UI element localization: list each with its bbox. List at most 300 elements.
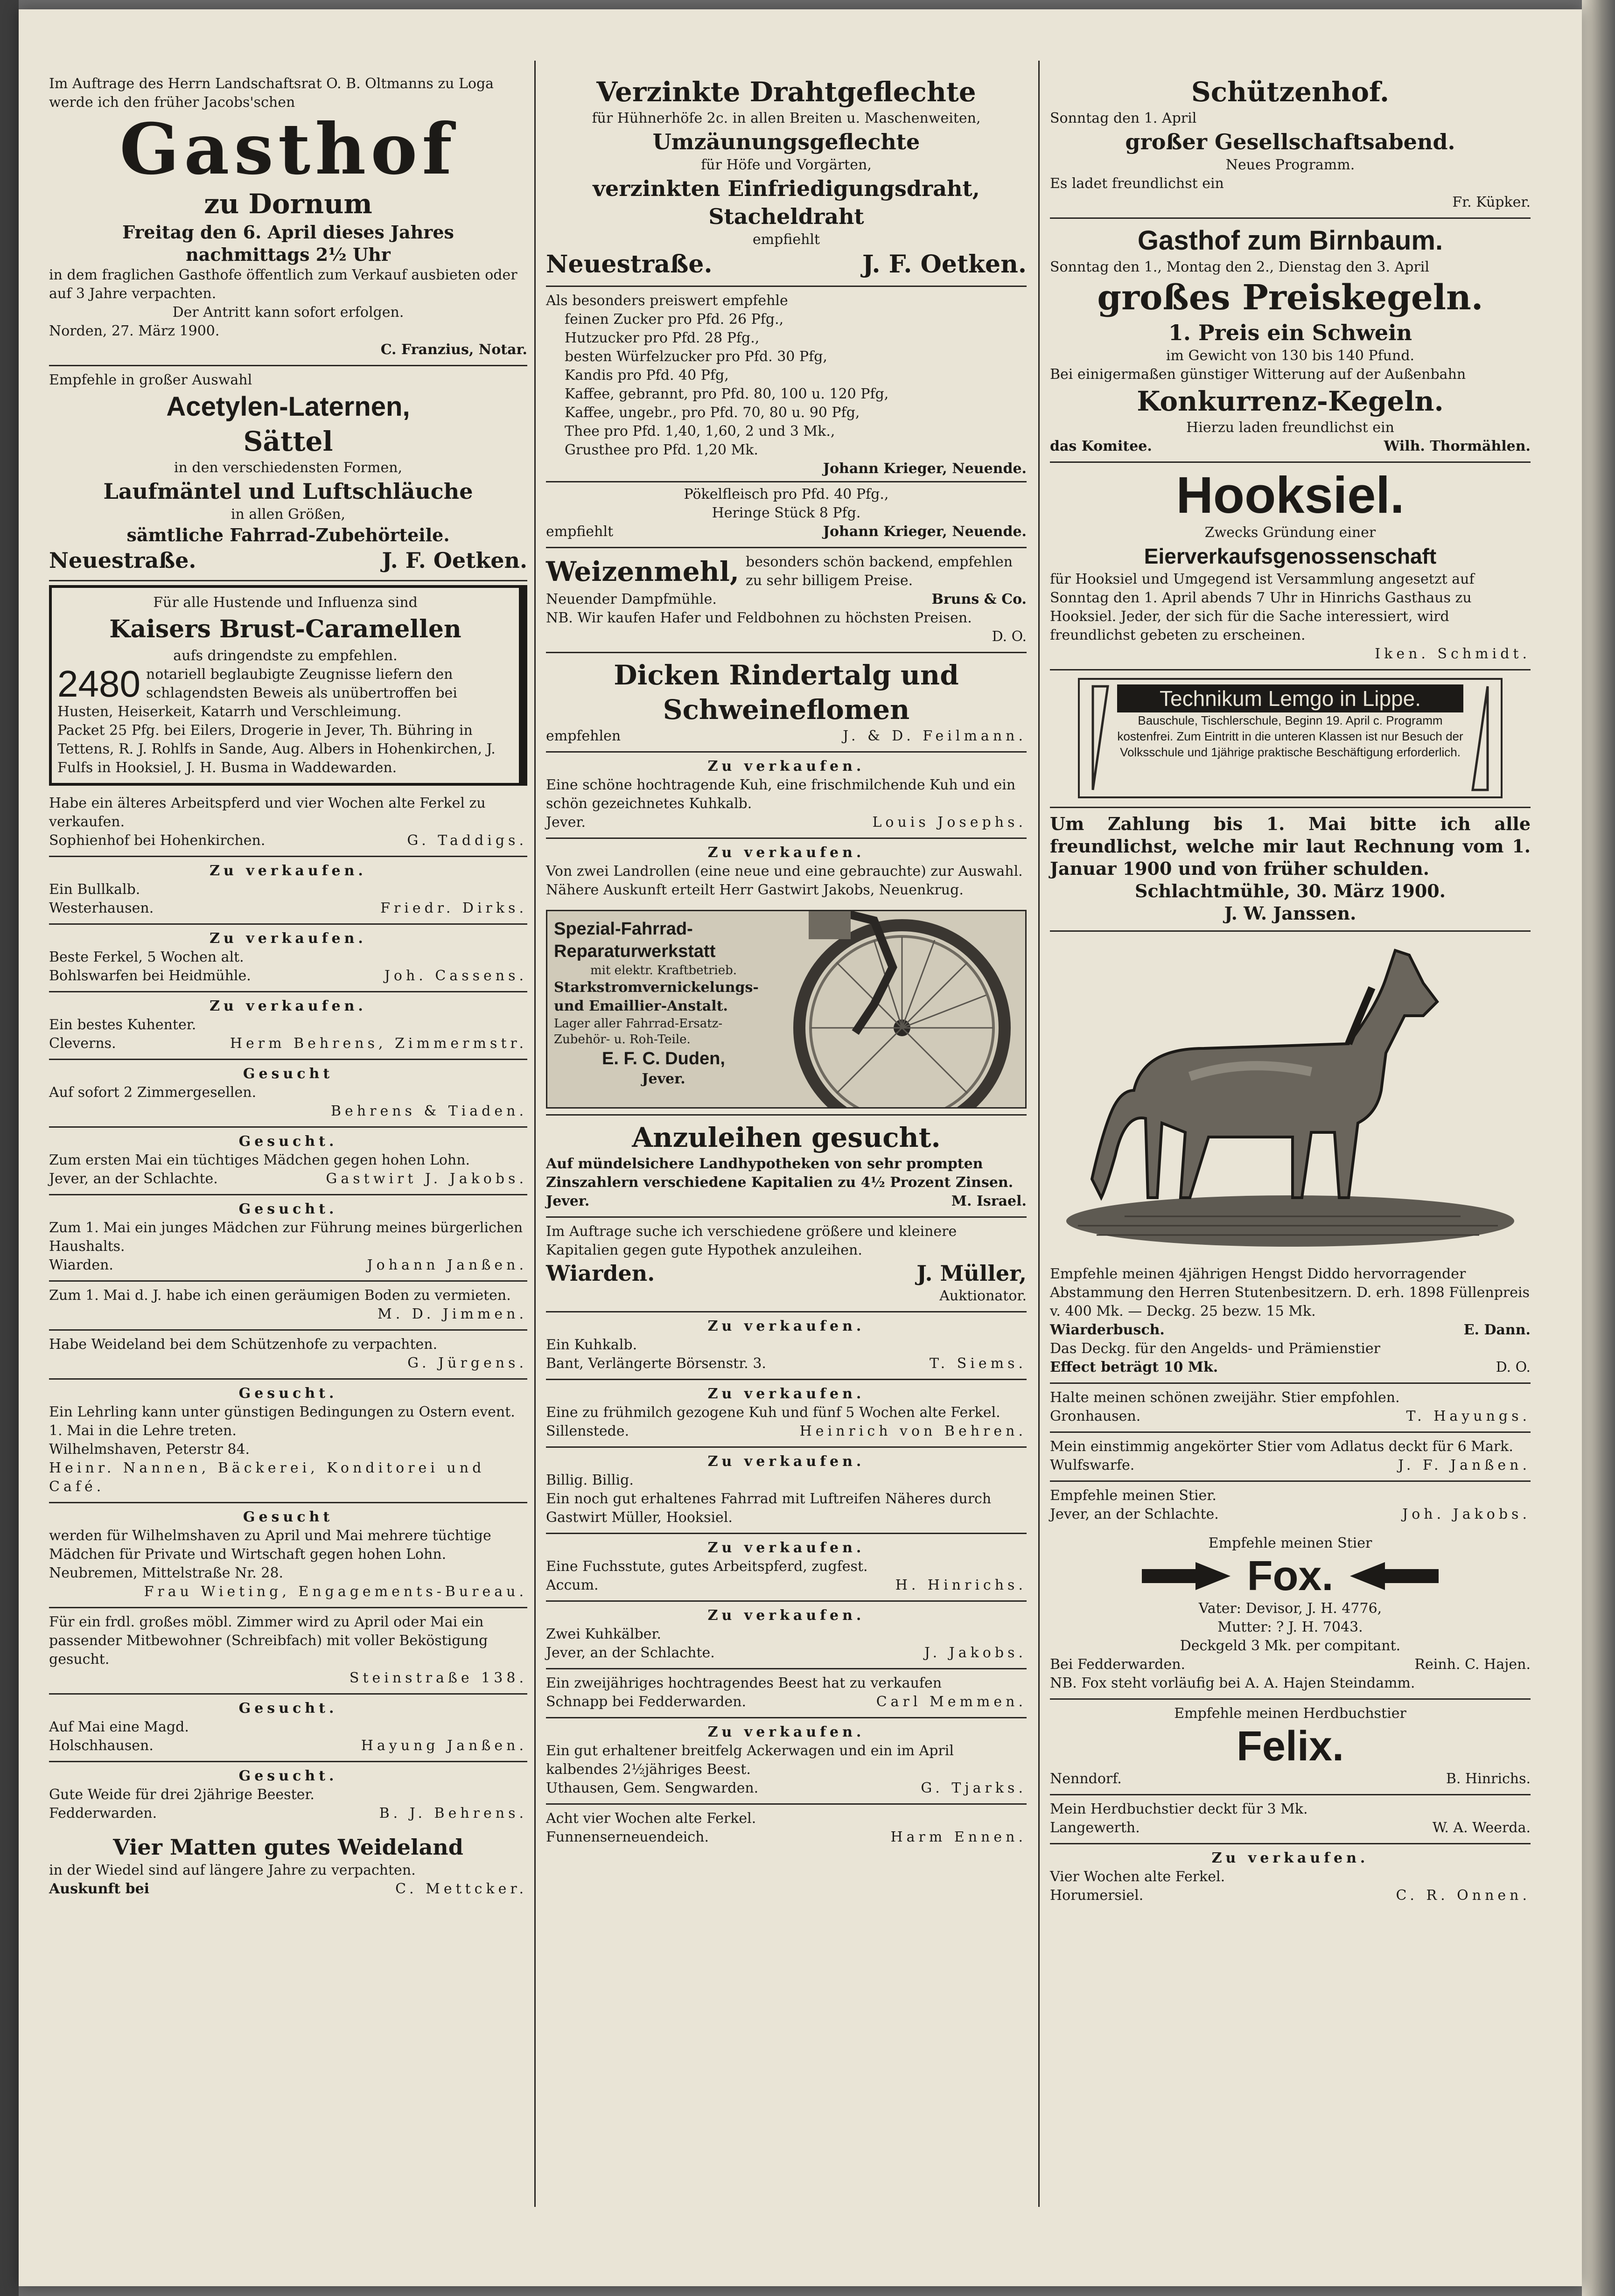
- ad-place: Jever, an der Schlachte.: [49, 1171, 218, 1187]
- ad-signer: das Komitee.: [1050, 438, 1152, 454]
- classified-ad: [49, 1762, 527, 1828]
- ad-text: Acht vier Wochen alte Ferkel.: [546, 1810, 756, 1827]
- column-left: [49, 70, 527, 1904]
- ad-body: Um Zahlung bis 1. Mai bitte ich alle freundlichst, welche mir laut Rechnung vom 1. Januar 1900 und von früher schulden.: [1050, 813, 1531, 879]
- ad-signer: Steinstraße 138.: [349, 1670, 527, 1686]
- ad-signer: G. Tjarks.: [921, 1780, 1027, 1796]
- classified-ad: [1050, 1482, 1531, 1529]
- ad-text: Für ein frdl. großes möbl. Zimmer wird zu April oder Mai ein passender Mitbewohner (Schreibfach) mit voller Beköstigung gesucht.: [49, 1614, 488, 1668]
- ad-footer: [546, 590, 1027, 609]
- ad-footer: [49, 1880, 527, 1898]
- ad-body: in dem fraglichen Gasthofe öffentlich zum Verkauf ausbieten oder auf 3 Jahre verpachten.: [49, 267, 517, 302]
- column-rule: [534, 61, 536, 2207]
- ad-text: Es ladet freundlichst ein: [1050, 175, 1224, 192]
- ad-footer: [1050, 437, 1531, 456]
- classified-ad: [49, 789, 527, 857]
- ad-footer: [546, 1260, 1027, 1287]
- ad-signer: Heinrich von Behren.: [799, 1423, 1027, 1439]
- ad-place: Jever.: [546, 1193, 590, 1209]
- price-item: besten Würfelzucker pro Pfd. 30 Pfg,: [565, 349, 827, 365]
- pointing-hand-left-icon: [1348, 1560, 1441, 1592]
- ad-place: Uthausen, Gem. Sengwarden.: [546, 1780, 759, 1796]
- ad-text: Nähere Auskunft erteilt Herr Gastwirt Jakobs, Neuenkrug.: [546, 882, 964, 898]
- ad-birnbaum: [1050, 219, 1531, 463]
- ad-text: Von zwei Landrollen (eine neue und eine gebrauchte) zur Auswahl.: [546, 863, 1023, 879]
- ad-heading: Zu verkaufen.: [707, 1386, 865, 1402]
- ad-body: Vier Wochen alte Ferkel.: [1050, 1869, 1225, 1885]
- ad-heading: Gesucht.: [238, 1133, 338, 1150]
- ad-footer: [546, 523, 1027, 541]
- ad-signer: J. Müller,: [916, 1261, 1027, 1286]
- price-item: Pökelfleisch pro Pfd. 40 Pfg.,: [684, 486, 889, 502]
- ad-title: Acetylen-Laternen,: [166, 391, 410, 422]
- classified-ad: [49, 1380, 527, 1503]
- ad-signer: J. Jakobs.: [924, 1645, 1027, 1661]
- ad-signer: B. J. Behrens.: [379, 1805, 527, 1821]
- ad-place: Nenndorf.: [1050, 1771, 1122, 1787]
- ad-signer: C. Mettcker.: [395, 1881, 527, 1897]
- ad-heading: Zu verkaufen.: [707, 1318, 865, 1334]
- ad-text: Effect beträgt 10 Mk.: [1050, 1359, 1218, 1375]
- ad-mueller: [546, 1218, 1027, 1312]
- price-item: Kaffee, gebrannt, pro Pfd. 80, 100 u. 120 Pfg,: [565, 386, 889, 402]
- ad-weideland: [49, 1828, 527, 1904]
- ad-title: großes Preiskegeln.: [1097, 278, 1483, 318]
- ad-footer: [546, 813, 1027, 832]
- ad-place: Jever.: [546, 814, 586, 830]
- ad-footer: [49, 967, 527, 985]
- ad-text: Neues Programm.: [1225, 157, 1355, 173]
- ad-heading: Gesucht.: [238, 1385, 338, 1402]
- ad-heading: Gesucht.: [238, 1700, 338, 1717]
- ad-text: mit elektr. Kraftbetrieb.: [590, 963, 737, 977]
- classified-ad: [49, 992, 527, 1060]
- ad-footer: [546, 1576, 1027, 1595]
- ad-footer: [49, 1583, 527, 1601]
- ad-rindertalg: [546, 653, 1027, 753]
- ad-footer: [546, 1192, 1027, 1211]
- classified-ad: [49, 925, 527, 992]
- ad-place: Horumersiel.: [1050, 1887, 1144, 1904]
- ad-title: Schützenhof.: [1191, 76, 1390, 108]
- ad-heading: Gesucht.: [238, 1768, 338, 1784]
- ad-signer: W. A. Weerda.: [1432, 1820, 1531, 1836]
- ad-signer: J. & D. Feilmann.: [843, 728, 1027, 744]
- ad-place: Wiarden.: [49, 1257, 113, 1273]
- ad-signer: Johann Krieger, Neuende.: [823, 523, 1027, 540]
- ad-footer: [546, 1422, 1027, 1441]
- ad-signer: Joh. Cassens.: [384, 968, 527, 984]
- ad-footer: [49, 831, 527, 850]
- ad-title: Stacheldraht: [708, 204, 864, 229]
- ad-title: Konkurrenz-Kegeln.: [1137, 385, 1444, 417]
- classified-ad: [546, 1448, 1027, 1534]
- ad-title: Sättel: [243, 426, 333, 457]
- ad-place: Sophienhof bei Hohenkirchen.: [49, 832, 266, 849]
- ad-text: Empfehle meinen Stier.: [1050, 1487, 1216, 1504]
- ad-text: Ein gut erhaltener breitfelg Ackerwagen und ein im April kalbendes 2½jähriges Beest.: [546, 1743, 954, 1778]
- ad-signer: Joh. Jakobs.: [1402, 1506, 1531, 1522]
- ad-signer: J. F. Oetken.: [382, 548, 527, 573]
- ad-signer: D. O.: [1496, 1359, 1531, 1375]
- ad-place: Neuender Dampfmühle.: [546, 591, 717, 607]
- ad-text: Ein bestes Kuhenter.: [49, 1017, 196, 1033]
- ad-signer: Fr. Küpker.: [1452, 194, 1531, 210]
- ad-title: Weizenmehl,: [546, 556, 740, 587]
- ad-body: Empfehle meinen 4jährigen Hengst Diddo hervorragender Abstammung den Herren Stutenbesitzern. D. erh. 1898 Füllenpreis v. 400 Mk. — Deckg. 25 bezw. 15 Mk.: [1050, 1266, 1530, 1319]
- ad-place: Jever, an der Schlachte.: [1050, 1506, 1219, 1522]
- price-list: [546, 310, 1027, 460]
- classified-ad: [49, 857, 527, 925]
- ad-heading: Gesucht.: [238, 1201, 338, 1217]
- duden-box: [546, 910, 1027, 1109]
- ad-title: Laufmäntel und Luftschläuche: [103, 479, 473, 504]
- ad-place: Bant, Verlängerte Börsenstr. 3.: [546, 1355, 766, 1372]
- ad-drahtgeflechte: [546, 70, 1027, 287]
- ad-signer: C. R. Onnen.: [1396, 1887, 1531, 1904]
- ad-duden: [546, 905, 1027, 1116]
- ad-heading: Zu verkaufen.: [210, 863, 367, 879]
- ad-title: großer Gesellschaftsabend.: [1125, 129, 1455, 154]
- ad-intro: Als besonders preiswert empfehle: [546, 293, 788, 309]
- classified-ad: [546, 839, 1027, 905]
- ad-text: Auf Mai eine Magd.: [49, 1719, 189, 1735]
- ad-text: Deckgeld 3 Mk. per compitant.: [1180, 1638, 1401, 1654]
- ad-place: Bohlswarfen bei Heidmühle.: [49, 968, 251, 984]
- ad-body: für Hooksiel und Umgegend ist Versammlung angesetzt auf Sonntag den 1. April abends 7 Uhr in Hinrichs Gasthaus zu Hooksiel. Jeder, der sich für die Sache interessiert, wird freundlichst gebeten zu erscheinen.: [1050, 571, 1475, 643]
- horse-illustration: [1050, 936, 1531, 1263]
- ad-footer: [546, 1644, 1027, 1662]
- classified-ad: [49, 1503, 527, 1608]
- ad-text: Eine Fuchsstute, gutes Arbeitspferd, zugfest.: [546, 1558, 868, 1575]
- ad-text: Ein Kuhkalb.: [546, 1337, 637, 1353]
- ad-intro: Für alle Hustende und Influenza sind: [153, 594, 418, 611]
- ad-title: 1. Preis ein Schwein: [1168, 320, 1412, 345]
- ad-text: Auf sofort 2 Zimmergesellen.: [49, 1084, 257, 1101]
- fox-heading: [1050, 1553, 1531, 1599]
- classified-ad: [546, 1718, 1027, 1805]
- ad-footer: [49, 1459, 527, 1496]
- ad-text: Bei einigermaßen günstiger Witterung auf der Außenbahn: [1050, 366, 1466, 383]
- ad-text: sämtliche Fahrrad-Zubehörteile.: [126, 524, 450, 545]
- ad-signer: J. F. Oetken.: [862, 250, 1027, 279]
- ad-hooksiel: [1050, 463, 1531, 670]
- ad-place: Jever.: [642, 1071, 685, 1087]
- ad-signer: Harm Ennen.: [890, 1829, 1027, 1845]
- classified-ad: [546, 1669, 1027, 1718]
- newspaper-page: [19, 9, 1582, 2286]
- ad-signer: Herm Behrens, Zimmermstr.: [230, 1035, 527, 1052]
- ad-footer: [49, 1669, 527, 1688]
- ad-text: Habe Weideland bei dem Schützenhofe zu verpachten.: [49, 1336, 438, 1353]
- ad-place: Westerhausen.: [49, 900, 154, 916]
- ad-heading: Zu verkaufen.: [707, 1724, 865, 1740]
- ad-text: Zum ersten Mai ein tüchtiges Mädchen gegen hohen Lohn.: [49, 1152, 470, 1168]
- ad-text: Zum 1. Mai d. J. habe ich einen geräumigen Boden zu vermieten.: [49, 1287, 511, 1304]
- ad-place: Auskunft bei: [49, 1881, 150, 1897]
- column-middle: [546, 70, 1027, 1852]
- ad-place: Funnenserneuendeich.: [546, 1829, 709, 1845]
- ad-body: Bauschule, Tischlerschule, Beginn 19. April c. Programm kostenfrei. Zum Eintritt in die unteren Klassen ist nur Besuch der Volksschule und 1jährige praktische Beschäftigung erforderlich.: [1117, 713, 1463, 759]
- ad-text: Halte meinen schönen zweijähr. Stier empfohlen.: [1050, 1389, 1400, 1406]
- ad-signer: Gastwirt J. Jakobs.: [326, 1171, 527, 1187]
- ad-note: NB. Wir kaufen Hafer und Feldbohnen zu höchsten Preisen.: [546, 610, 972, 626]
- ad-signer: T. Siems.: [930, 1355, 1027, 1372]
- ad-signer: Hayung Janßen.: [361, 1738, 527, 1754]
- ad-text: Eine schöne hochtragende Kuh, eine frischmilchende Kuh und ein schön gezeichnetes Kuhkalb.: [546, 777, 1016, 812]
- ad-intro: Im Auftrage des Herrn Landschaftsrat O. B. Oltmanns zu Loga werde ich den früher Jacobs'schen: [49, 76, 494, 111]
- ad-schuetzenhof: [1050, 70, 1531, 219]
- ad-hengst-diddo: [1050, 932, 1531, 1384]
- classified-ad: [49, 1060, 527, 1128]
- column-right: [1050, 70, 1531, 1911]
- ad-title: Technikum Lemgo in Lippe.: [1117, 684, 1463, 712]
- ad-signer: Bruns & Co.: [931, 591, 1027, 607]
- ad-footer: [1050, 1770, 1531, 1788]
- ad-signer: E. F. C. Duden,: [602, 1049, 725, 1068]
- ad-text: im Gewicht von 130 bis 140 Pfund.: [1166, 348, 1415, 364]
- ad-acetylen: [49, 366, 527, 581]
- ad-heading: Zu verkaufen.: [707, 1540, 865, 1556]
- pointing-hand-right-icon: [1140, 1560, 1233, 1592]
- classified-list: [546, 753, 1027, 905]
- ad-title: verzinkten Einfriedigungsdraht,: [593, 176, 980, 201]
- ad-text: Sonntag den 1., Montag den 2., Dienstag den 3. April: [1050, 259, 1429, 275]
- ad-footer: [49, 546, 527, 574]
- ad-janssen: [1050, 808, 1531, 932]
- ad-signer: G. Jürgens.: [407, 1355, 527, 1371]
- ad-intro: Empfehle meinen Stier: [1208, 1535, 1372, 1551]
- ad-signer: J. W. Janssen.: [1224, 903, 1356, 924]
- ad-heading: Zu verkaufen.: [707, 844, 865, 861]
- ad-footer: [49, 1034, 527, 1053]
- ad-footer: [1050, 1819, 1531, 1837]
- ad-body: Auf mündelsichere Landhypotheken von sehr prompten Zinszahlern verschiedene Kapitalien zu 4½ Prozent Zinsen.: [546, 1156, 1014, 1191]
- price-item: Thee pro Pfd. 1,40, 1,60, 2 und 3 Mk.,: [565, 423, 835, 440]
- ad-signer: C. Franzius, Notar.: [380, 342, 527, 358]
- ad-footer: [546, 727, 1027, 746]
- ad-signer: Behrens & Tiaden.: [330, 1103, 527, 1119]
- ad-signer: Iken. Schmidt.: [1375, 646, 1531, 662]
- ad-signer: Wilh. Thormählen.: [1384, 438, 1531, 454]
- price-item: feinen Zucker pro Pfd. 26 Pfg.,: [565, 311, 784, 328]
- ad-place: Neuestraße.: [49, 548, 196, 573]
- price-item: Kaffee, ungebr., pro Pfd. 70, 80 u. 90 Pfg,: [565, 405, 860, 421]
- ad-anzuleihen: [546, 1116, 1027, 1218]
- ad-footer: [49, 899, 527, 918]
- ad-text: Wilhelmshaven, Peterstr 84.: [49, 1441, 250, 1458]
- ad-body: in der Wiedel sind auf längere Jahre zu verpachten.: [49, 1862, 416, 1878]
- ad-text: Zum 1. Mai ein junges Mädchen zur Führung meines bürgerlichen Haushalts.: [49, 1220, 523, 1255]
- ad-text: Vater: Devisor, J. H. 4776,: [1198, 1600, 1382, 1617]
- ad-note: Der Antritt kann sofort erfolgen.: [172, 304, 404, 321]
- lemgo-box: [1078, 678, 1503, 798]
- classified-ad: [546, 1805, 1027, 1852]
- classified-ad: [49, 1331, 527, 1380]
- ad-place: Schnapp bei Fedderwarden.: [546, 1694, 747, 1710]
- ad-signer: Louis Josephs.: [872, 814, 1027, 830]
- ad-heading: Zu verkaufen.: [707, 758, 865, 775]
- ad-text: Lager aller Fahrrad-Ersatz-Zubehör- u. Roh-Teile.: [554, 1017, 723, 1047]
- ad-signer: Frau Wieting, Engagements-Bureau.: [144, 1584, 527, 1600]
- ad-footer: [49, 1737, 527, 1755]
- ad-signer: M. D. Jimmen.: [378, 1306, 527, 1322]
- ad-title: Anzuleihen gesucht.: [632, 1122, 941, 1153]
- ad-text: aufs dringendste zu empfehlen.: [173, 648, 398, 664]
- ad-place: Accum.: [546, 1577, 599, 1593]
- ad-role: Auktionator.: [939, 1288, 1027, 1304]
- ad-footer: [49, 1305, 527, 1324]
- ad-signer: J. F. Janßen.: [1398, 1457, 1531, 1473]
- ad-place: Wiarderbusch.: [1050, 1322, 1165, 1338]
- ad-place: Holschhausen.: [49, 1738, 154, 1754]
- classified-list: [1050, 1384, 1531, 1529]
- classified-ad: [546, 1602, 1027, 1669]
- ad-signer: Johann Janßen.: [367, 1257, 527, 1273]
- price-item: Kandis pro Pfd. 40 Pfg,: [565, 367, 729, 384]
- ad-place: Fedderwarden.: [49, 1805, 157, 1821]
- ad-title: Dicken Rindertalg und Schweineflomen: [614, 659, 959, 726]
- triangle-ornament: [1471, 684, 1489, 792]
- ad-footer: [49, 1102, 527, 1121]
- ad-heading: Zu verkaufen.: [210, 930, 367, 947]
- ad-place: zu Dornum: [204, 188, 372, 220]
- classified-ad: [49, 1128, 527, 1195]
- ad-weerda: [1050, 1795, 1531, 1844]
- ad-footer: [1050, 1321, 1531, 1340]
- classified-list: [546, 1312, 1027, 1852]
- ad-stier-fox: [1050, 1529, 1531, 1700]
- ad-signer: B. Hinrichs.: [1446, 1771, 1531, 1787]
- classified-ad: [546, 753, 1027, 839]
- ad-footer: [1050, 1505, 1531, 1524]
- ad-place: Sillenstede.: [546, 1423, 629, 1439]
- ad-text: Sonntag den 1. April: [1050, 110, 1197, 126]
- ad-title: Kaisers Brust-Caramellen: [109, 615, 461, 643]
- duden-text: [554, 918, 773, 1089]
- ad-footer: [546, 1693, 1027, 1711]
- ad-body: Im Auftrage suche ich verschiedene größere und kleinere Kapitalien gegen gute Hypothek anzuleihen.: [546, 1223, 957, 1258]
- ad-gasthof-dornum: [49, 70, 527, 366]
- ad-text: empfiehlt: [752, 231, 820, 248]
- ad-text: Gute Weide für drei 2jährige Beester.: [49, 1787, 315, 1803]
- ad-signer: Reinh. C. Hajen.: [1414, 1656, 1531, 1673]
- classified-ad: [1050, 1384, 1531, 1433]
- ad-text: Zwecks Gründung einer: [1204, 524, 1376, 541]
- ad-text: werden für Wilhelmshaven zu April und Mai mehrere tüchtige Mädchen für Private und Wirtschaft gegen hohen Lohn.: [49, 1528, 491, 1563]
- ad-technikum-lemgo: [1050, 670, 1531, 808]
- ad-title: Vier Matten gutes Weideland: [113, 1835, 463, 1860]
- ad-text: Neubremen, Mittelstraße Nr. 28.: [49, 1565, 284, 1581]
- ad-title: Umzäunungsgeflechte: [652, 129, 920, 154]
- ad-text: besonders schön backend, empfehlen zu sehr billigem Preise.: [746, 554, 1013, 589]
- ad-body: notariell beglaubigte Zeugnisse liefern den schlagendsten Beweis als unübertroffen bei Husten, Heiserkeit, Katarrh und Verschleimung.: [57, 666, 457, 720]
- ad-body: Mein Herdbuchstier deckt für 3 Mk.: [1050, 1801, 1308, 1817]
- ad-kaisers: [49, 585, 527, 786]
- ad-title: Verzinkte Drahtgeflechte: [596, 76, 976, 108]
- price-item: Heringe Stück 8 Pfg.: [712, 505, 861, 521]
- ad-footer: [49, 1256, 527, 1275]
- ad-dateline: Schlachtmühle, 30. März 1900.: [1135, 880, 1446, 901]
- ad-number: 2480: [57, 663, 140, 705]
- price-item: Grusthee pro Pfd. 1,20 Mk.: [565, 442, 758, 458]
- ad-place: Wulfswarfe.: [1050, 1457, 1135, 1473]
- ad-signer: Friedr. Dirks.: [380, 900, 527, 916]
- ad-title: Eierverkaufsgenossenschaft: [1144, 544, 1437, 568]
- ad-text: Hierzu laden freundlichst ein: [1186, 419, 1394, 436]
- classified-ad: [1050, 1433, 1531, 1482]
- scan-left-edge: [0, 0, 19, 2296]
- ad-krieger: [546, 287, 1027, 548]
- ad-text: Ein Lehrling kann unter günstigen Bedingungen zu Ostern event. 1. Mai in die Lehre treten.: [49, 1404, 515, 1439]
- scan-right-edge: [1582, 0, 1615, 2296]
- ad-footer: [1050, 1407, 1531, 1426]
- ad-signer: H. Hinrichs.: [895, 1577, 1027, 1593]
- ad-place: Wiarden.: [546, 1261, 655, 1286]
- ad-footer: [546, 1779, 1027, 1798]
- ad-place: Cleverns.: [49, 1035, 116, 1052]
- ad-weizenmehl: [546, 548, 1027, 653]
- ad-text: Mutter: ? J. H. 7043.: [1217, 1619, 1363, 1635]
- ad-signer: E. Dann.: [1463, 1322, 1531, 1338]
- classified-ad: [49, 1282, 527, 1331]
- ad-heading: Zu verkaufen.: [707, 1453, 865, 1470]
- classified-ad: [546, 1534, 1027, 1602]
- ad-heading: Zu verkaufen.: [707, 1607, 865, 1624]
- ad-footer: [49, 1170, 527, 1188]
- classified-ad: [49, 1695, 527, 1762]
- ad-heading: Zu verkaufen.: [1211, 1850, 1369, 1866]
- ad-time: nachmittags 2½ Uhr: [186, 244, 391, 265]
- ad-footer: [1050, 1456, 1531, 1475]
- ad-dealers: Packet 25 Pfg. bei Eilers, Drogerie in Jever, Th. Bühring in Tettens, R. J. Rohlfs in Sande, Aug. Albers in Hohenkirchen, J. Fulfs in Hooksiel, J. H. Busma in Waddewarden.: [57, 722, 496, 776]
- ad-footer: [1050, 1886, 1531, 1905]
- ad-heading: Gesucht: [243, 1066, 334, 1082]
- ad-place: Bei Fedderwarden.: [1050, 1656, 1186, 1673]
- ad-heading: Gesucht: [243, 1509, 334, 1525]
- ad-text: Ein Bullkalb.: [49, 881, 140, 898]
- ad-text: Ein noch gut erhaltenes Fahrrad mit Luftreifen Näheres durch Gastwirt Müller, Hooksiel.: [546, 1491, 992, 1526]
- ad-title: Spezial-Fahrrad-Reparaturwerkstatt: [554, 919, 716, 961]
- ad-title: Felix.: [1236, 1723, 1344, 1770]
- ad-place: Jever, an der Schlachte.: [546, 1645, 715, 1661]
- ad-text: Ein zweijähriges hochtragendes Beest hat zu verkaufen: [546, 1675, 942, 1691]
- ad-signer: M. Israel.: [951, 1193, 1027, 1209]
- ad-stier-felix: [1050, 1700, 1531, 1795]
- classified-ad: [546, 1380, 1027, 1448]
- ad-signer: Heinr. Nannen, Bäckerei, Konditorei und Café.: [49, 1460, 485, 1495]
- ad-dateline: Norden, 27. März 1900.: [49, 323, 220, 339]
- ad-text: Starkstromvernickelungs- und Emaillier-Anstalt.: [554, 979, 759, 1014]
- ad-text: Eine zu frühmilch gezogene Kuh und fünf 5 Wochen alte Ferkel.: [546, 1404, 1000, 1421]
- classified-ad: [546, 1312, 1027, 1380]
- ad-text: Zwei Kuhkälber.: [546, 1626, 662, 1642]
- ad-text: Mein einstimmig angekörter Stier vom Adlatus deckt für 6 Mark.: [1050, 1438, 1513, 1455]
- ad-signer: T. Hayungs.: [1406, 1408, 1531, 1424]
- ad-title: Fox.: [1247, 1553, 1334, 1599]
- ad-footer: [1050, 1358, 1531, 1377]
- ad-title: Hooksiel.: [1176, 467, 1405, 524]
- ad-text: Habe ein älteres Arbeitspferd und vier Wochen alte Ferkel zu verkaufen.: [49, 795, 486, 830]
- ad-place: Neuestraße.: [546, 250, 713, 279]
- ad-title: Gasthof zum Birnbaum.: [1137, 225, 1443, 256]
- ad-intro: Empfehle in großer Auswahl: [49, 372, 252, 388]
- column-rule: [1038, 61, 1040, 2207]
- ad-signer: Carl Memmen.: [876, 1694, 1027, 1710]
- ad-intro: Empfehle meinen Herdbuchstier: [1174, 1705, 1406, 1722]
- triangle-ornament: [1091, 684, 1110, 792]
- ad-text: Das Deckg. für den Angelds- und Prämienstier: [1050, 1340, 1380, 1357]
